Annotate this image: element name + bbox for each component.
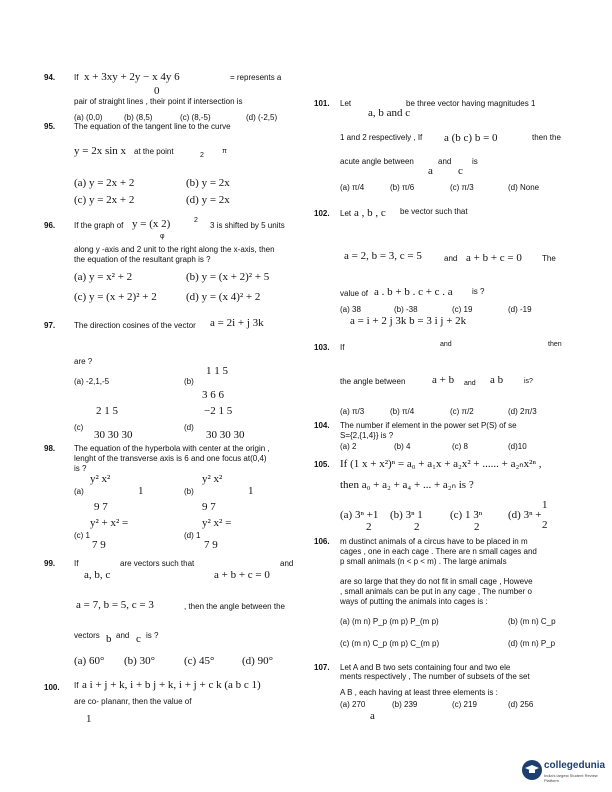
q98-option-b-den: 9 7 [202,501,216,513]
q100-one: 1 [86,713,92,725]
q97-option-c-num: 2 1 5 [96,405,118,417]
q99-abc: a, b, c [84,569,111,581]
q106-line4: are so large that they do not fit in small cage , Howeve [340,577,533,586]
q102-is: is ? [472,287,485,296]
q99-magnitudes: a = 7, b = 5, c = 3 [76,599,154,611]
q102-the: The [542,254,556,263]
q99-option-b: (b) 30° [124,655,155,667]
q96-option-b: (b) y = (x + 2)² + 5 [186,271,270,283]
q102-vectors: a = i + 2 j 3k b = 3 i j + 2k [350,315,467,327]
q94-option-c: (c) (8,-5) [180,113,211,122]
q103-and2: and [464,380,476,387]
q97-are: are ? [74,357,93,366]
q99-option-a: (a) 60° [74,655,105,667]
q101-option-c: (c) π/3 [450,183,474,192]
q96-if-graph: If the graph of [74,221,124,230]
q94-option-d: (d) (-2,5) [246,113,278,122]
q107-a: a [370,710,375,722]
q105-option-a-den: 2 [366,521,372,533]
q101-let: Let [340,99,352,108]
q107-line3: A B , each having at least three elements is : [340,688,498,697]
q98-option-a-rhs: 1 [138,485,144,497]
q102-magnitudes: a = 2, b = 3, c = 5 [344,250,422,262]
q103-option-c: (c) π/2 [450,407,474,416]
q106-option-d: (d) (m n) P_p [508,639,556,648]
q97-option-c: (c) [74,423,84,432]
q95-point: 2 [200,152,204,159]
q100-if: If [74,681,79,690]
q106-line6: ways of putting the animals into cages is : [340,597,488,606]
q98-option-c-den: 7 9 [92,539,106,551]
q104-line2: S={2,{1,4}} is ? [340,431,394,440]
q107-line1: Let A and B two sets containing four and two ele [340,663,511,672]
q102-dot: a . b + b . c + c . a [374,286,453,298]
q103-number: 103. [314,343,330,352]
q101-number: 101. [314,99,330,108]
q97-option-d-den: 30 30 30 [206,429,245,441]
q97-option-a: (a) -2,1,-5 [74,377,110,386]
q96-line2: along y -axis and 2 unit to the right along the x-axis, then [74,245,275,254]
collegedunia-logo[interactable] [522,758,606,786]
q99-if: If [74,559,79,568]
q97-option-d: (d) [184,423,194,432]
q103-angle-between: the angle between [340,377,406,386]
q105-option-c-den: 2 [474,521,480,533]
q94-if: If [74,73,79,82]
q104-number: 104. [314,421,330,430]
q105-option-d-num: 1 [542,499,548,511]
q100-number: 100. [44,683,60,692]
q95-option-b: (b) y = 2x [186,177,230,189]
q97-option-c-den: 30 30 30 [94,429,133,441]
q99-angle-between: , then the angle between the [184,602,285,611]
q98-option-d-den: 7 9 [204,539,218,551]
q107-line2: ments respectively , The number of subsets of the set [340,672,530,681]
q101-option-d: (d) None [508,183,540,192]
q106-option-a: (a) (m n) P_p (m p) P_(m p) [340,617,439,626]
q94-option-b: (b) (8,5) [124,113,153,122]
q96-power: 2 [194,217,198,224]
q104-option-a: (a) 2 [340,442,357,451]
q106-line2: cages , one in each cage . There are n small cages and [340,547,537,556]
q105-option-b: (b) 3ⁿ 1 [390,509,423,521]
q101-line1: be three vector having magnitudes 1 [406,99,536,108]
q103-then: then [548,341,562,348]
q96-number: 96. [44,221,56,230]
q95-point-pi: π [222,148,227,155]
q97-number: 97. [44,321,56,330]
q104-option-c: (c) 8 [452,442,468,451]
q106-line3: p small animals (n < p < m) . The large animals [340,557,507,566]
q102-number: 102. [314,209,330,218]
q107-option-d: (d) 256 [508,700,534,709]
q102-option-b: (b) -38 [394,305,418,314]
q105-option-a: (a) 3ⁿ +1 [340,509,379,521]
q98-option-d: (d) 1 [184,531,201,540]
q102-option-c: (c) 19 [452,305,473,314]
q102-let: Let [340,209,352,218]
q96-option-d: (d) y = (x 4)² + 2 [186,291,261,303]
q101-acute: acute angle between [340,157,414,166]
q99-vectors-such: are vectors such that [120,559,195,568]
q101-then: then the [532,133,561,142]
q104-line1: The number if element in the power set P(S) of se [340,421,517,430]
q102-value-of: value of [340,289,369,298]
q97-option-b-num: 1 1 5 [206,365,228,377]
q96-phi: φ [160,233,165,240]
q99-and2: and [116,631,130,640]
q106-option-c: (c) (m n) C_p (m p) C_(m p) [340,639,440,648]
q98-option-d-num: y² x² = [202,517,232,529]
q98-line2: lenght of the transverse axis is 6 and one focus at(0,4) [74,454,267,463]
q96-equation: y = (x 2) [132,218,171,230]
q101-is: is [472,157,478,166]
q97-option-d-num: −2 1 5 [204,405,233,417]
q107-option-b: (b) 239 [392,700,418,709]
logo-tagline: India's largest Student Review Platform [544,773,598,783]
q101-option-a: (a) π/4 [340,183,365,192]
q105-option-d: (d) 3ⁿ + [508,509,542,521]
q98-option-c-num: y² + x² = [90,517,129,529]
q101-a: a [428,165,433,177]
q99-vectors: vectors [74,631,100,640]
q105-option-d-den: 2 [542,519,548,531]
q99-number: 99. [44,559,56,568]
q101-line2: 1 and 2 respectively , If [340,133,423,142]
q105-option-c: (c) 1 3ⁿ [450,509,483,521]
q98-option-c: (c) 1 [74,531,90,540]
q102-line1: be vector such that [400,207,468,216]
q101-equation: a (b c) b = 0 [444,132,498,144]
q95-number: 95. [44,122,56,131]
q95-curve: y = 2x sin x [74,145,127,157]
q99-sum: a + b + c = 0 [214,569,270,581]
q99-b: b [106,633,112,645]
q103-is: is? [524,378,533,385]
q96-line3: the equation of the resultant graph is ? [74,255,211,264]
logo-name: collegedunia [544,760,606,771]
q103-a-plus-b: a + b [432,374,455,386]
q106-line1: m dustinct animals of a circus have to be placed in m [340,537,528,546]
q100-line2: are co- pIananr, then the value of [74,697,192,706]
q103-and: and [440,341,452,348]
q100-equation: a i + j + k, i + b j + k, i + j + c k (a b c 1) [82,679,261,691]
q103-option-d: (d) 2π/3 [508,407,537,416]
q101-abc: a, b and c [368,107,411,119]
q105-option-b-den: 2 [414,521,420,533]
q103-option-a: (a) π/3 [340,407,365,416]
q102-option-d: (d) -19 [508,305,532,314]
q94-zero: 0 [154,85,160,97]
q102-abc: a , b , c [354,207,386,219]
graduation-cap-icon [522,760,542,780]
q102-option-a: (a) 38 [340,305,361,314]
q94-represents: = represents a [230,73,282,82]
q96-option-a: (a) y = x² + 2 [74,271,133,283]
q95-option-d: (d) y = 2x [186,194,230,206]
q95-at-point: at the point [134,147,174,156]
q96-option-c: (c) y = (x + 2)² + 2 [74,291,157,303]
q94-option-a: (a) (0,0) [74,113,103,122]
q96-shifted: 3 is shifted by 5 units [210,221,285,230]
q98-line1: The equation of the hyperbola with center at the origin , [74,444,270,453]
q98-line3: is ? [74,464,87,473]
q104-option-b: (b) 4 [394,442,411,451]
q95-option-c: (c) y = 2x + 2 [74,194,135,206]
q101-option-b: (b) π/6 [390,183,415,192]
q105-line2: then a₀ + a₂ + a₄ + ... + a₂ₙ is ? [340,479,474,491]
q97-option-b-den: 3 6 6 [202,389,224,401]
q103-option-b: (b) π/4 [390,407,415,416]
q98-option-b: (b) [184,487,194,496]
q97-line1: The direction cosines of the vector [74,321,196,330]
q97-option-b: (b) [184,377,194,386]
q99-option-d: (d) 90° [242,655,273,667]
q94-equation: x + 3xy + 2y − x 4y 6 [84,71,180,83]
q99-is: is ? [146,631,159,640]
q105-number: 105. [314,460,330,469]
q95-line1: The equation of the tangent line to the curve [74,122,231,131]
q103-a-minus-b: a b [490,374,504,386]
q99-c: c [136,633,141,645]
q107-option-a: (a) 270 [340,700,366,709]
q99-and: and [280,559,294,568]
q105-line1: If (1 x + x²)ⁿ = a₀ + a₁x + a₂x² + ...... + a₂ₙx²ⁿ , [340,458,542,470]
q95-option-a: (a) y = 2x + 2 [74,177,135,189]
q94-number: 94. [44,73,56,82]
q104-option-d: (d)10 [508,442,527,451]
q94-line2: pair of straight lines , their point if intersection is [74,97,243,106]
q106-option-b: (b) (m n) C_p [508,617,556,626]
q107-option-c: (c) 219 [452,700,477,709]
q98-option-b-rhs: 1 [248,485,254,497]
q102-sum: a + b + c = 0 [466,252,522,264]
q107-number: 107. [314,663,330,672]
q98-option-a-den: 9 7 [94,501,108,513]
q99-option-c: (c) 45° [184,655,215,667]
q98-option-a-num: y² x² [90,473,111,485]
q101-and: and [438,157,452,166]
q106-line5: , small animals can be put in any cage , The number o [340,587,532,596]
q98-option-a: (a) [74,487,84,496]
q98-option-b-num: y² x² [202,473,223,485]
q102-and: and [444,254,458,263]
q103-if: If [340,343,345,352]
q98-number: 98. [44,444,56,453]
q101-c: c [458,165,463,177]
q97-vector: a = 2i + j 3k [210,317,264,329]
q106-number: 106. [314,537,330,546]
